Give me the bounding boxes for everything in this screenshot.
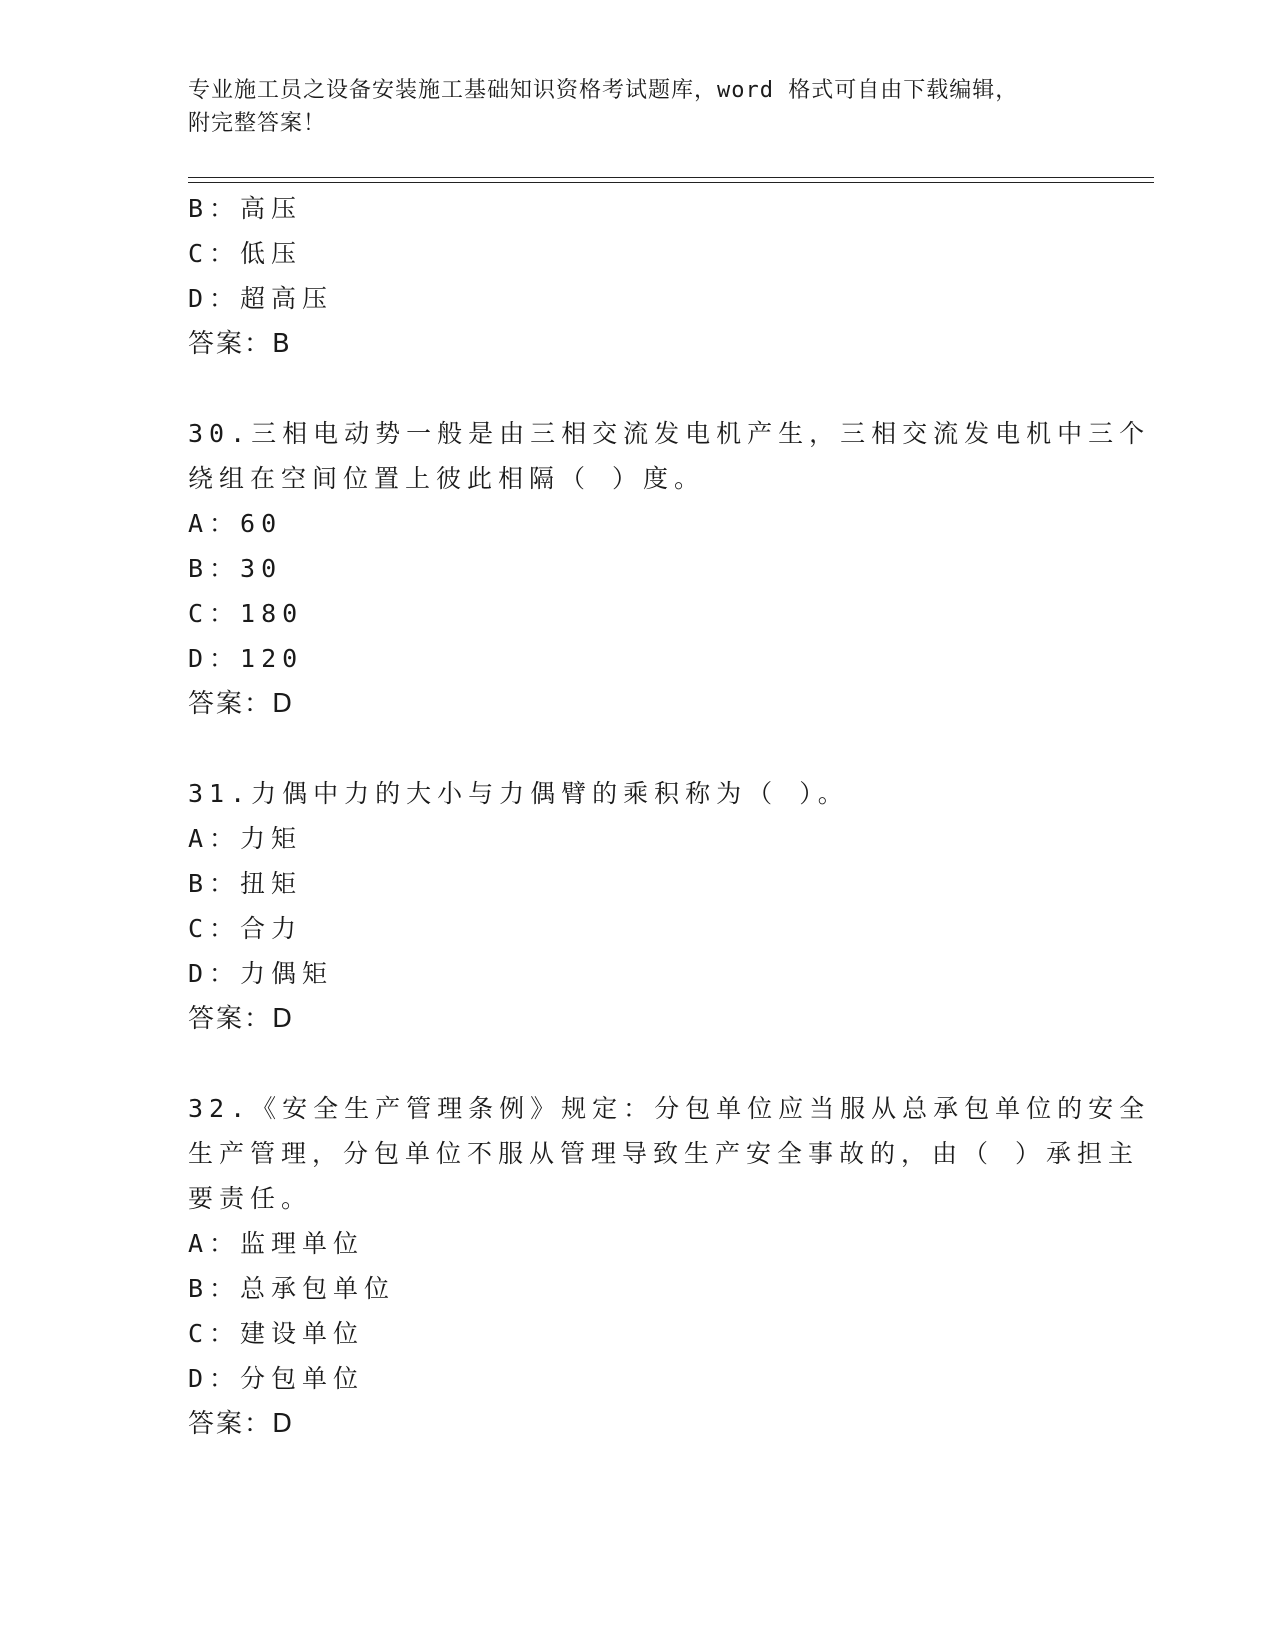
question-32-option-b: B：总承包单位 bbox=[188, 1274, 396, 1303]
question-32-text-line-2: 生产管理，分包单位不服从管理导致生产安全事故的，由（ ）承担主 bbox=[188, 1139, 1140, 1168]
header-line-1: 专业施工员之设备安装施工基础知识资格考试题库，word 格式可自由下载编辑， bbox=[188, 78, 1019, 103]
question-31-text-line-1: 31.力偶中力的大小与力偶臂的乘积称为（ ）。 bbox=[188, 779, 849, 808]
question-30-text-line-2: 绕组在空间位置上彼此相隔（ ）度。 bbox=[188, 464, 706, 493]
question-31-option-c: C：合力 bbox=[188, 914, 303, 943]
question-32-text-line-3: 要责任。 bbox=[188, 1184, 313, 1213]
question-32-answer: 答案：D bbox=[188, 1409, 295, 1439]
option-d: D：超高压 bbox=[188, 284, 334, 313]
option-c: C：低压 bbox=[188, 239, 303, 268]
question-31-answer: 答案：D bbox=[188, 1004, 295, 1034]
question-30-text-line-1: 30.三相电动势一般是由三相交流发电机产生，三相交流发电机中三个 bbox=[188, 419, 1151, 448]
header-divider-bottom bbox=[188, 182, 1154, 183]
question-32-text-line-1: 32.《安全生产管理条例》规定：分包单位应当服从总承包单位的安全 bbox=[188, 1094, 1151, 1123]
question-31-option-a: A：力矩 bbox=[188, 824, 303, 853]
question-31-option-d: D：力偶矩 bbox=[188, 959, 334, 988]
question-32-option-a: A：监理单位 bbox=[188, 1229, 365, 1258]
header-line-2: 附完整答案！ bbox=[188, 111, 327, 136]
question-30-answer: 答案：D bbox=[188, 689, 295, 719]
question-30-option-d: D：120 bbox=[188, 644, 304, 673]
question-31-option-b: B：扭矩 bbox=[188, 869, 303, 898]
question-32-option-c: C：建设单位 bbox=[188, 1319, 365, 1348]
question-32-option-d: D：分包单位 bbox=[188, 1364, 365, 1393]
option-b: B：高压 bbox=[188, 194, 303, 223]
header-divider-top bbox=[188, 177, 1154, 178]
answer: 答案：B bbox=[188, 329, 292, 359]
question-30-option-b: B：30 bbox=[188, 554, 283, 583]
question-30-option-c: C：180 bbox=[188, 599, 304, 628]
question-30-option-a: A：60 bbox=[188, 509, 283, 538]
page-header bbox=[188, 74, 1068, 140]
